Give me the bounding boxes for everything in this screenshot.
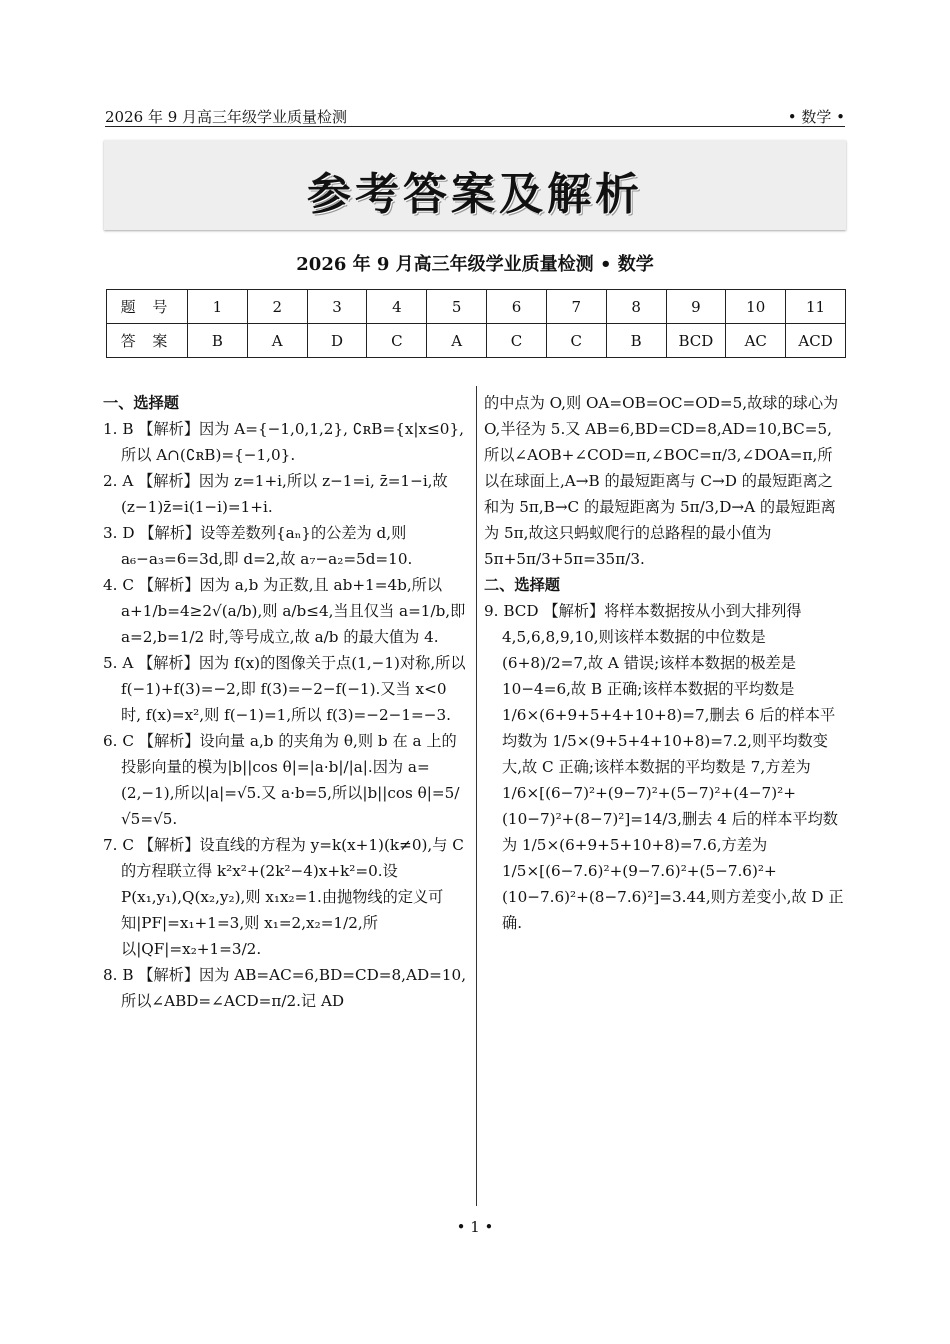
question-number-cell: 6 [487, 290, 547, 324]
question-number-cell: 8 [606, 290, 666, 324]
question-number-cell: 10 [726, 290, 786, 324]
question-number-cell: 5 [427, 290, 487, 324]
question-number-cell: 9 [666, 290, 726, 324]
solution-1: 1. B 【解析】因为 A={−1,0,1,2}, ∁ʀB={x|x≤0},所以 A∩(∁ʀB)={−1,0}. [103, 420, 464, 464]
answer-table [106, 289, 846, 358]
solution-3: 3. D 【解析】设等差数列{aₙ}的公差为 d,则 a₆−a₃=6=3d,即 d=2,故 a₇−a₂=5d=10. [103, 524, 413, 568]
title-banner [104, 140, 846, 230]
answer-cell: B [606, 324, 666, 358]
banner-title: 参考答案及解析 [307, 169, 643, 220]
subtitle: 2026 年 9 月高三年级学业质量检测 • 数学 [296, 254, 654, 275]
question-number-cell: 1 [188, 290, 248, 324]
header-right: • 数学 • [787, 108, 845, 126]
answer-cell: A [427, 324, 487, 358]
answer-table-number-row [107, 290, 846, 324]
solution-8: 8. B 【解析】因为 AB=AC=6,BD=CD=8,AD=10,所以∠ABD=∠ACD=π/2.记 AD [103, 966, 467, 1010]
answer-cell: C [546, 324, 606, 358]
section-heading-2: 二、选择题 [484, 576, 560, 594]
answer-table-answer-row [107, 324, 846, 358]
answer-cell: ACD [786, 324, 846, 358]
solution-9: 9. BCD 【解析】将样本数据按从小到大排列得 4,5,6,8,9,10,则该样本数据的中位数是 (6+8)/2=7,故 A 错误;该样本数据的极差是 10−4=6,故 B 正确;该样本数据的平均数是 1/6×(6+9+5+4+10+8)=7,删去 6 后的样本平均数为 1/5×(9+5+4+10+8)=7.2,则平均数变大,故 C 正确;该样本数据的平均数是 7,方差为 1/6×[(6−7)²+(9−7)²+(5−7)²+(4−7)²+(10−7)²+(8−7)²]=14/3,删去 4 后的样本平均数为 1/5×(6+9+5+10+8)=7.6,方差为 1/5×[(6−7.6)²+(9−7.6)²+(5−7.6)²+(10−7.6)²+(8−7.6)²]=3.44,则方差变小,故 D 正确. [484, 602, 844, 932]
question-number-cell: 4 [367, 290, 427, 324]
answer-cell: D [307, 324, 367, 358]
answer-cell: C [487, 324, 547, 358]
question-number-cell: 11 [786, 290, 846, 324]
answer-cell: B [188, 324, 248, 358]
solution-4: 4. C 【解析】因为 a,b 为正数,且 ab+1=4b,所以 a+1/b=4≥2√(a/b),则 a/b≤4,当且仅当 a=1/b,即 a=2,b=1/2 时,等号成立,故 a/b 的最大值为 4. [103, 576, 466, 646]
page-number: • 1 • [456, 1218, 494, 1236]
section-heading-1: 一、选择题 [103, 394, 179, 412]
answer-cell: BCD [666, 324, 726, 358]
solution-6: 6. C 【解析】设向量 a,b 的夹角为 θ,则 b 在 a 上的投影向量的模为|b||cos θ|=|a·b|/|a|.因为 a=(2,−1),所以|a|=√5.又 a·b=5,所以|b||cos θ|=5/√5=√5. [103, 732, 460, 828]
answer-cell: A [247, 324, 307, 358]
question-number-cell: 7 [546, 290, 606, 324]
solution-7: 7. C 【解析】设直线的方程为 y=k(x+1)(k≠0),与 C 的方程联立得 k²x²+(2k²−4)x+k²=0.设 P(x₁,y₁),Q(x₂,y₂),则 x₁x₂=1.由抛物线的定义可知|PF|=x₁+1=3,则 x₁=2,x₂=1/2,所以|QF|=x₂+1=3/2. [103, 836, 464, 958]
question-number-cell: 3 [307, 290, 367, 324]
left-column [103, 390, 469, 1014]
right-column [484, 390, 846, 936]
answer-row-label: 答 案 [107, 324, 188, 358]
solution-5: 5. A 【解析】因为 f(x)的图像关于点(1,−1)对称,所以 f(−1)+f(3)=−2,即 f(3)=−2−f(−1).又当 x<0 时, f(x)=x²,则 f(−1)=1,所以 f(3)=−2−1=−3. [103, 654, 466, 724]
page-header [105, 104, 845, 127]
answer-cell: AC [726, 324, 786, 358]
solution-8-continued: 的中点为 O,则 OA=OB=OC=OD=5,故球的球心为 O,半径为 5.又 AB=6,BD=CD=8,AD=10,BC=5,所以∠AOB+∠COD=π,∠BOC=π/3,∠DOA=π,所以在球面上,A→B 的最短距离与 C→D 的最短距离之和为 5π,B→C 的最短距离为 5π/3,D→A 的最短距离为 5π,故这只蚂蚁爬行的总路程的最小值为 5π+5π/3+5π=35π/3. [484, 394, 839, 568]
header-left: 2026 年 9 月高三年级学业质量检测 [105, 108, 348, 126]
column-divider [476, 386, 477, 1206]
question-number-cell: 2 [247, 290, 307, 324]
solution-2: 2. A 【解析】因为 z=1+i,所以 z−1=i, z̄=1−i,故(z−1)z̄=i(1−i)=1+i. [103, 472, 448, 516]
number-row-label: 题 号 [107, 290, 188, 324]
answer-cell: C [367, 324, 427, 358]
